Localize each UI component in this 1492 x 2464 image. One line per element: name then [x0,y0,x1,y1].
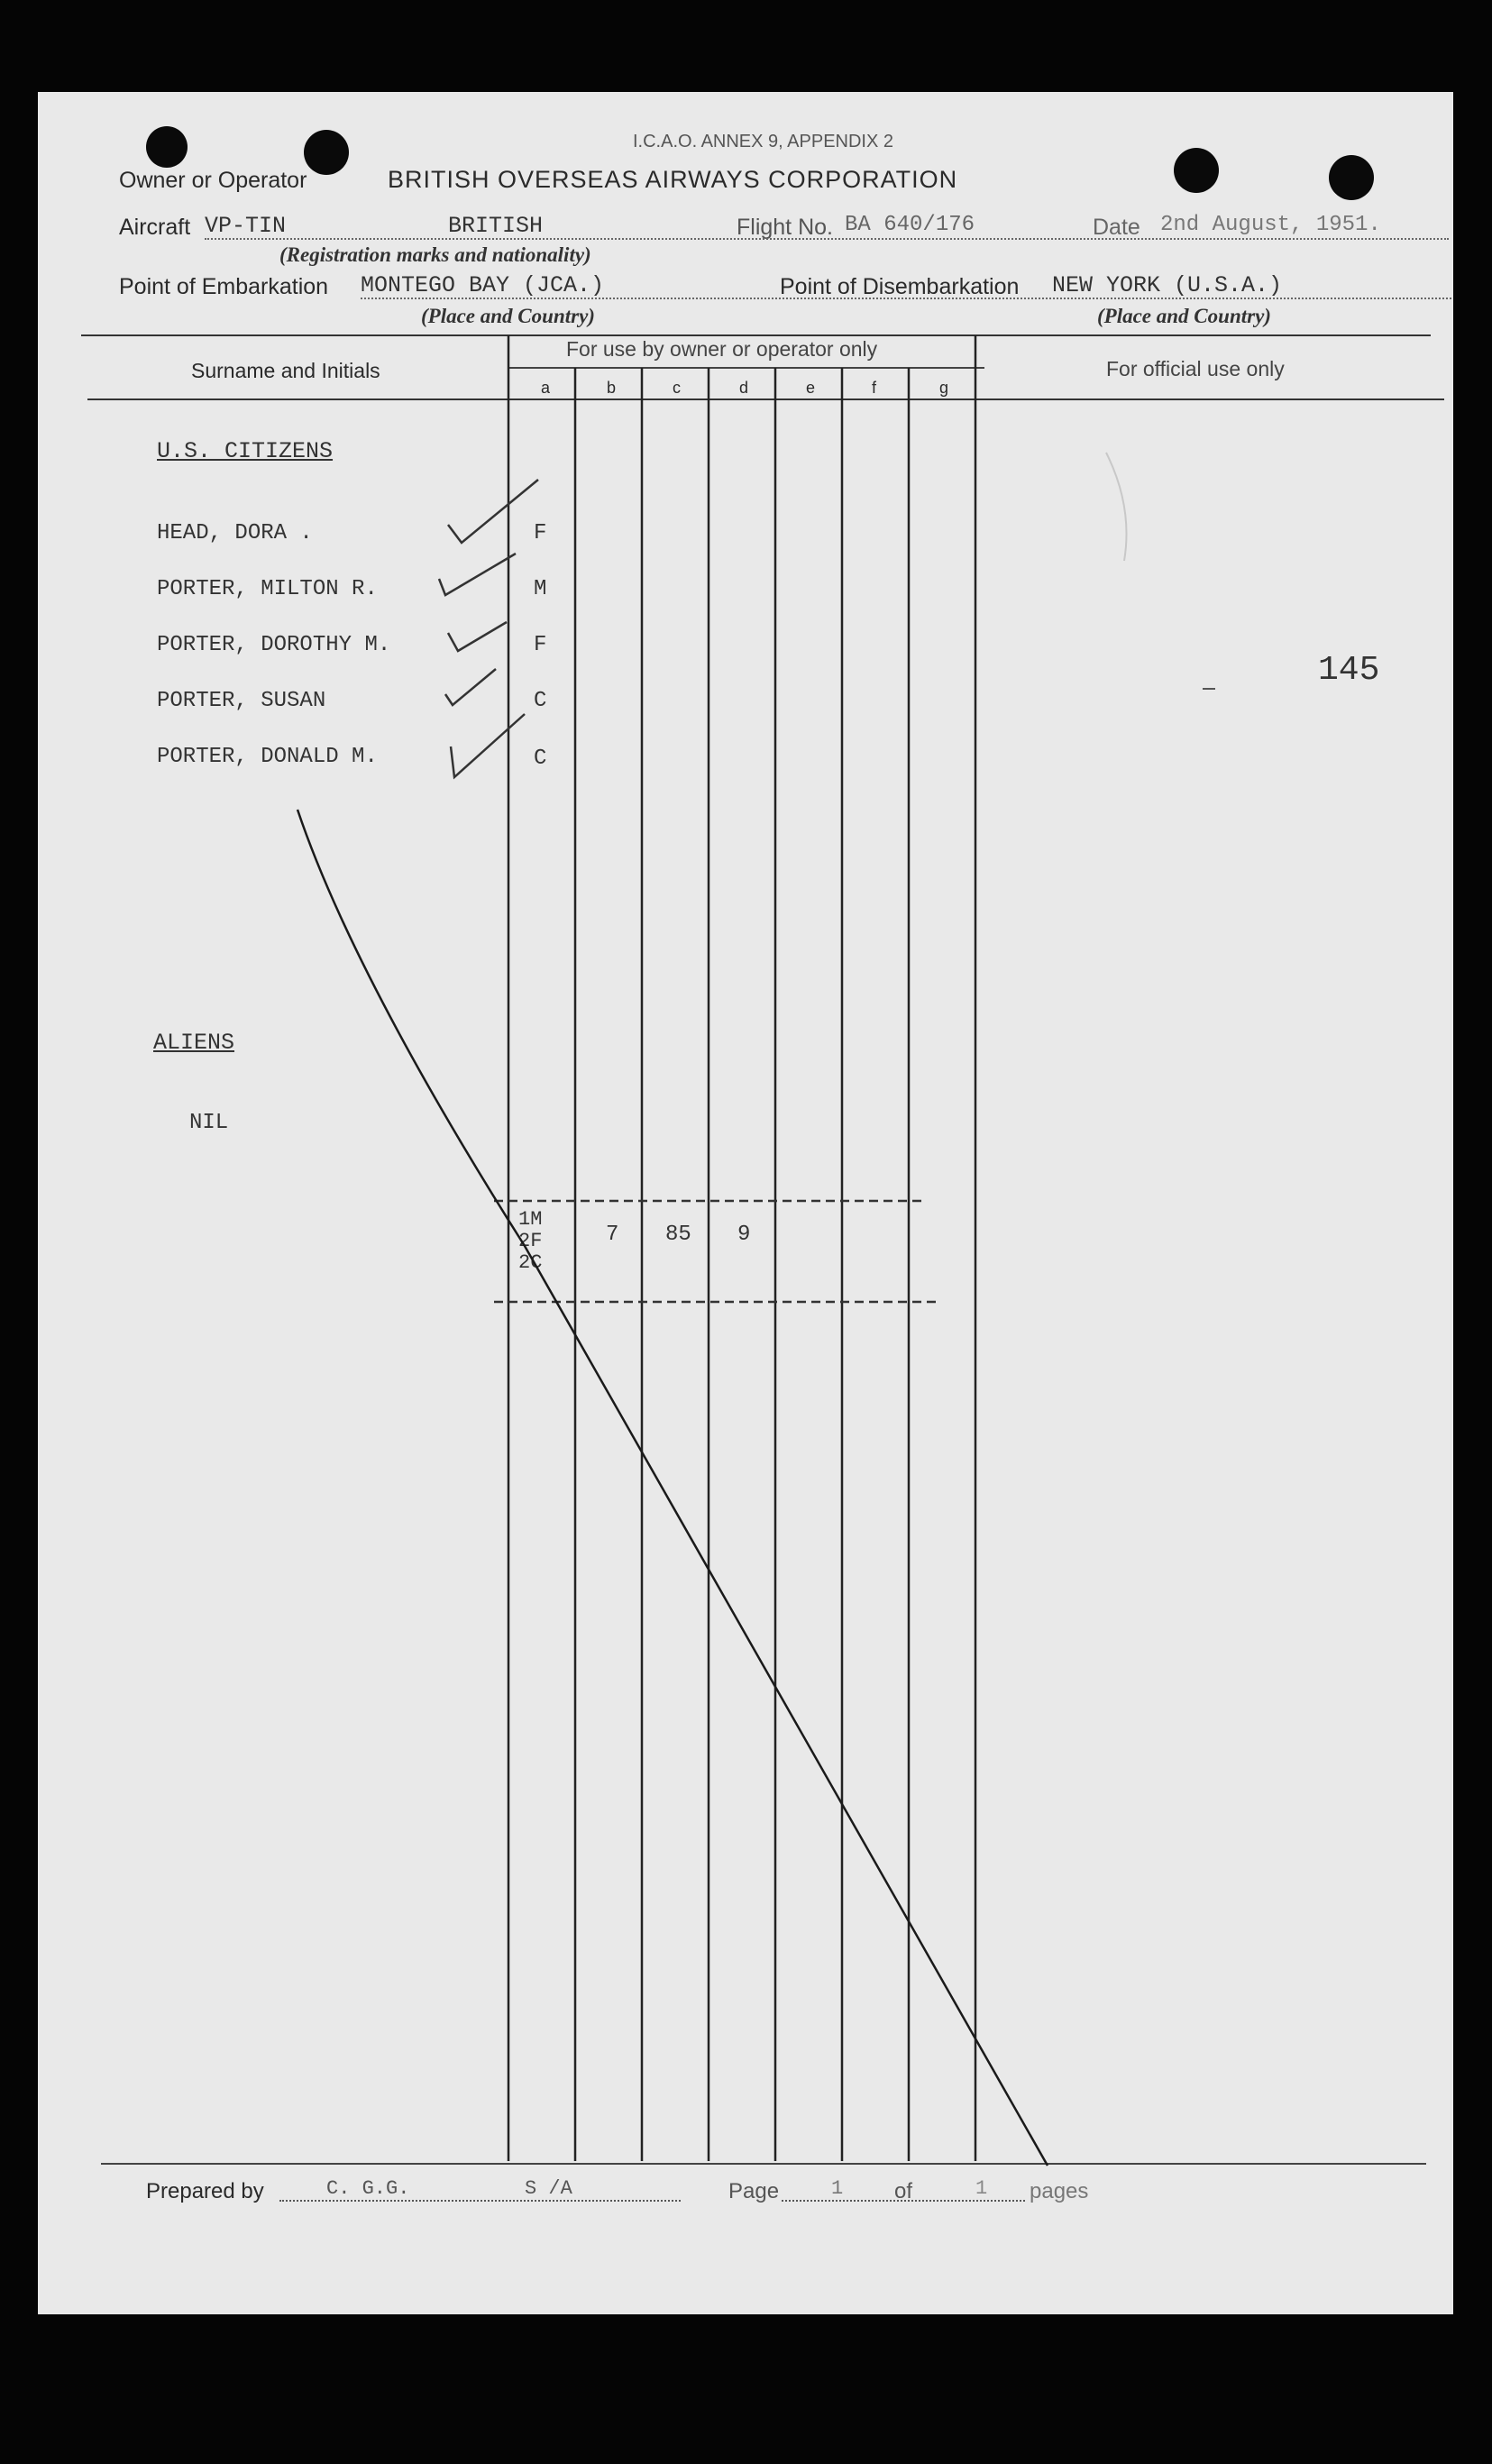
passenger-name: PORTER, DOROTHY M. [157,633,391,657]
passenger-name: HEAD, DORA . [157,521,313,545]
flight-label: Flight No. [737,215,833,240]
official-number: 145 [1318,651,1380,690]
citizens-heading: U.S. CITIZENS [157,438,334,464]
check-mark-icon [448,480,538,543]
registration-caption: (Registration marks and nationality) [279,243,591,266]
total-a: 2F [518,1230,543,1252]
embarkation-label: Point of Embarkation [119,274,329,299]
prepared-by-role: S /A [525,2177,572,2200]
aircraft-nationality: BRITISH [448,213,544,239]
operator-use-header: For use by owner or operator only [566,337,878,361]
total-a: 1M [518,1208,543,1231]
total-a: 2C [518,1251,543,1274]
date-value: 2nd August, 1951. [1160,213,1381,237]
disembarkation-caption: (Place and Country) [1097,305,1271,327]
passenger-code: C [534,747,547,771]
prepared-by-label: Prepared by [146,2179,264,2203]
page-number: 1 [831,2177,844,2200]
embarkation-value: MONTEGO BAY (JCA.) [361,272,605,298]
column-letter: d [739,379,749,397]
cancellation-stroke [297,810,1048,2166]
form-rulings [38,92,1453,2314]
aliens-heading: ALIENS [153,1030,235,1056]
surname-column-header: Surname and Initials [191,359,380,382]
column-letter: c [673,379,681,397]
total-b: 7 [606,1223,619,1247]
column-letter: f [872,379,877,397]
embarkation-caption: (Place and Country) [421,305,595,327]
check-mark-icon [439,554,516,595]
total-d: 9 [737,1223,751,1247]
manifest-sheet [38,92,1453,2314]
total-c: 85 [665,1223,691,1247]
passenger-name: PORTER, DONALD M. [157,745,378,769]
of-label: of [894,2179,913,2203]
page-label: Page [728,2179,780,2203]
date-label: Date [1093,215,1140,240]
passenger-code: C [534,689,547,713]
prepared-by-value: C. G.G. [326,2177,410,2200]
column-letter: e [806,379,816,397]
aircraft-registration: VP-TIN [205,213,287,239]
passenger-name: PORTER, SUSAN [157,689,326,713]
aliens-value: NIL [189,1111,229,1135]
column-letter: g [939,379,949,397]
passenger-code: M [534,577,547,601]
aircraft-label: Aircraft [119,215,191,240]
check-mark-icon [445,669,496,705]
annex-reference: I.C.A.O. ANNEX 9, APPENDIX 2 [633,132,893,151]
check-mark-icon [451,714,525,777]
disembarkation-value: NEW YORK (U.S.A.) [1052,272,1283,298]
owner-label: Owner or Operator [119,168,307,193]
official-use-header: For official use only [1106,357,1285,380]
page-total: 1 [975,2177,988,2200]
disembarkation-label: Point of Disembarkation [780,274,1020,299]
passenger-code: F [534,521,547,545]
faint-pencil-mark [1106,453,1127,561]
column-letter: a [541,379,551,397]
check-mark-icon [448,622,507,651]
flight-number: BA 640/176 [845,213,975,237]
passenger-code: F [534,633,547,657]
column-letter: b [607,379,617,397]
pages-label: pages [1030,2179,1089,2203]
passenger-name: PORTER, MILTON R. [157,577,378,601]
operator-name: BRITISH OVERSEAS AIRWAYS CORPORATION [388,166,958,193]
